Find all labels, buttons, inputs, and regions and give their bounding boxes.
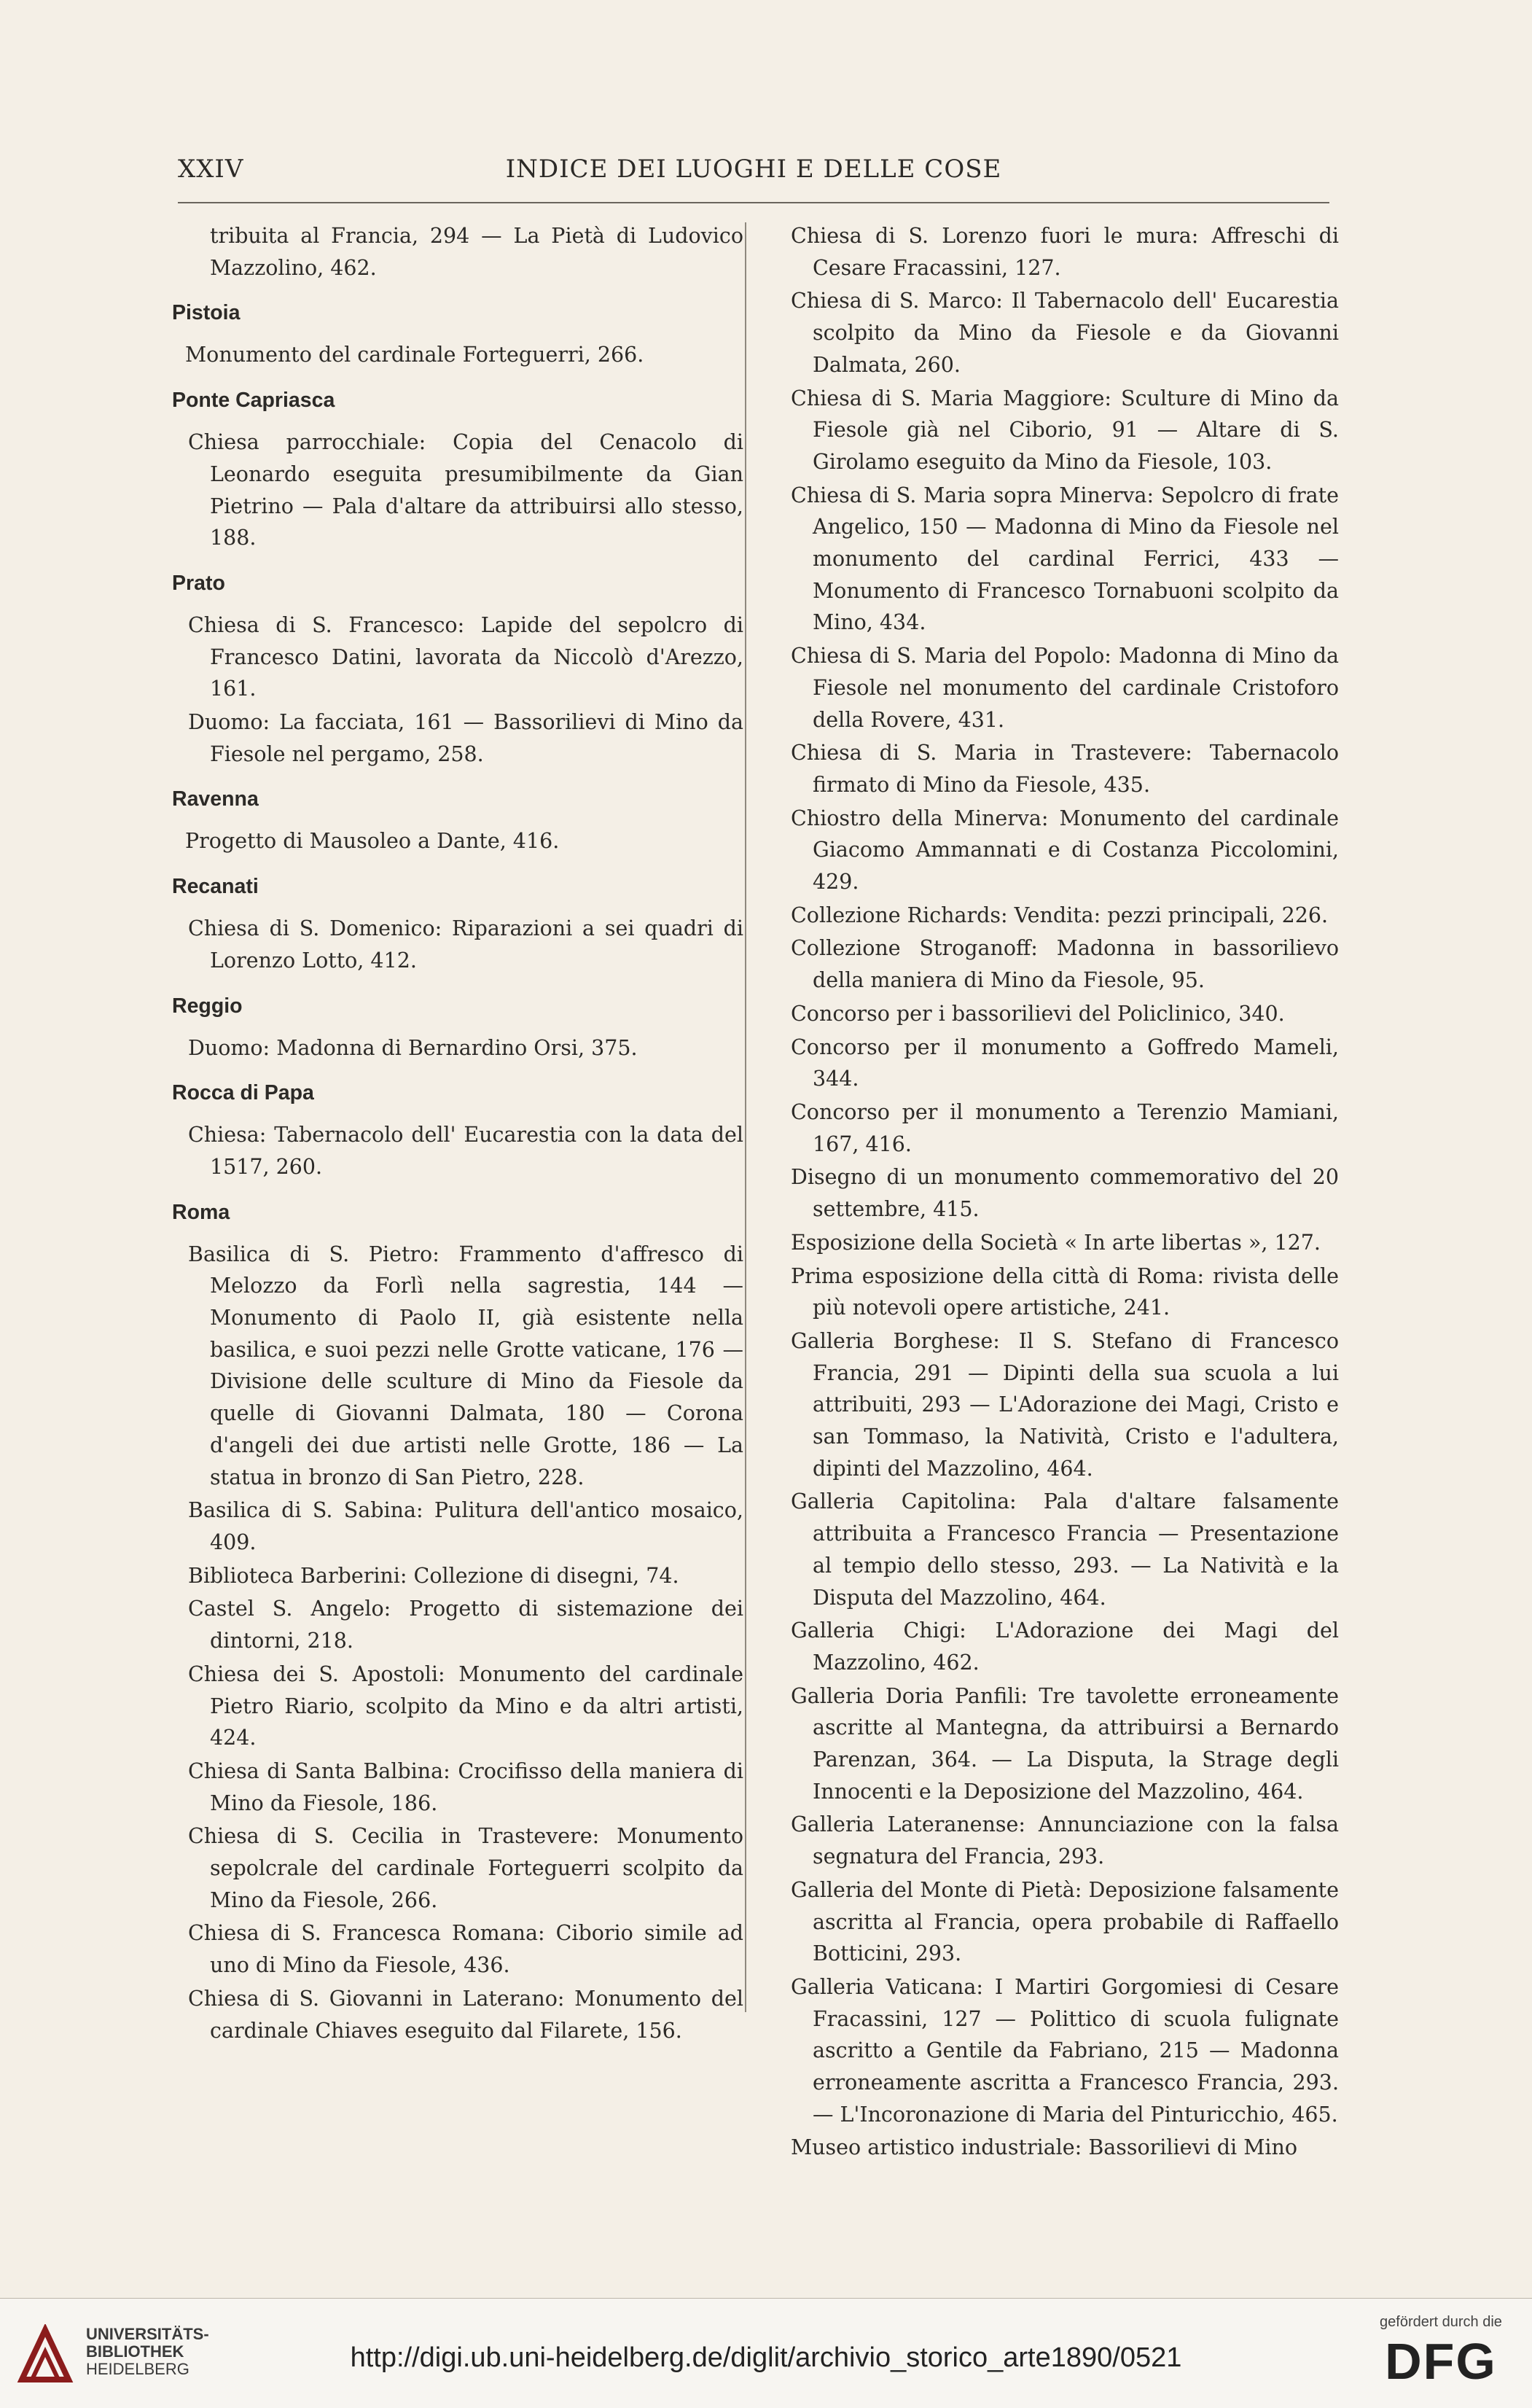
header-rule bbox=[178, 202, 1329, 203]
index-entry: Chiesa di S. Lorenzo fuori le mura: Affreschi di Cesare Fracassini, 127. bbox=[791, 224, 1339, 280]
index-entry: Duomo: Madonna di Bernardino Orsi, 375. bbox=[188, 1035, 638, 1060]
index-entry: Biblioteca Barberini: Collezione di disegni, 74. bbox=[188, 1563, 679, 1588]
column-divider bbox=[745, 222, 746, 2012]
index-entry: Chiesa: Tabernacolo dell' Eucarestia con la data del 1517, 260. bbox=[188, 1123, 743, 1179]
index-entry: Collezione Richards: Vendita: pezzi principali, 226. bbox=[791, 903, 1329, 927]
place-heading: Reggio bbox=[172, 994, 243, 1018]
institution-line: BIBLIOTHEK bbox=[86, 2342, 184, 2361]
dfg-logo: DFG bbox=[1385, 2333, 1497, 2390]
index-entry: Chiesa dei S. Apostoli: Monumento del cardinale Pietro Riario, scolpito da Mino e da altri artisti, 424. bbox=[188, 1661, 743, 1750]
index-entry: Chiesa di S. Giovanni in Laterano: Monumento del cardinale Chiaves eseguito dal Filarete, 156. bbox=[188, 1986, 743, 2043]
index-entry: Prima esposizione della città di Roma: rivista delle più notevoli opere artistiche, 241. bbox=[791, 1263, 1339, 1320]
place-heading: Ravenna bbox=[172, 787, 259, 811]
index-entry: Chiesa di S. Maria sopra Minerva: Sepolcro di frate Angelico, 150 — Madonna di Mino da Fiesole nel monumento del cardinal Ferrici, 433 — Monumento di Francesco Tornabuoni scolpito da Mino, 434. bbox=[791, 483, 1339, 635]
funder-block bbox=[1364, 2314, 1517, 2388]
index-entry: Disegno di un monumento commemorativo del 20 settembre, 415. bbox=[791, 1165, 1339, 1222]
right-column bbox=[791, 220, 1339, 2165]
index-entry: Concorso per i bassorilievi del Policlinico, 340. bbox=[791, 1001, 1285, 1026]
index-entry: Progetto di Mausoleo a Dante, 416. bbox=[185, 829, 560, 854]
place-heading: Ponte Capriasca bbox=[172, 389, 335, 413]
index-entry: Chiesa di S. Maria Maggiore: Sculture di Mino da Fiesole già nel Ciborio, 91 — Altare di S. Girolamo eseguito da Mino da Fiesole, 103. bbox=[791, 386, 1339, 474]
place-heading: Rocca di Papa bbox=[172, 1081, 314, 1105]
index-entry: Chiesa di S. Maria in Trastevere: Tabernacolo firmato di Mino da Fiesole, 435. bbox=[791, 741, 1339, 797]
index-entry: Galleria Borghese: Il S. Stefano di Francesco Francia, 291 — Dipinti della sua scuola a lui attribuiti, 293 — L'Adorazione dei Magi, Cristo e san Tommaso, la Natività, Cristo e l'adultera, dipinti del Mazzolino, 464. bbox=[791, 1328, 1339, 1481]
index-entry: Monumento del cardinale Forteguerri, 266. bbox=[185, 343, 644, 367]
index-entry: Galleria del Monte di Pietà: Deposizione falsamente ascritta al Francia, opera probabile di Raffaello Botticini, 293. bbox=[791, 1877, 1339, 1966]
institution-line: UNIVERSITÄTS- bbox=[86, 2325, 209, 2343]
index-entry: Basilica di S. Sabina: Pulitura dell'antico mosaico, 409. bbox=[188, 1498, 743, 1554]
place-heading: Roma bbox=[172, 1200, 230, 1224]
index-entry: Chiesa parrocchiale: Copia del Cenacolo di Leonardo eseguita presumibilmente da Gian Pietrino — Pala d'altare da attribuirsi allo stesso, 188. bbox=[188, 430, 743, 550]
permalink-url[interactable]: http://digi.ub.uni-heidelberg.de/diglit/archivio_storico_arte1890/0521 bbox=[350, 2342, 1182, 2373]
institution-line: HEIDELBERG bbox=[86, 2360, 189, 2378]
index-entry: Chiesa di S. Maria del Popolo: Madonna di Mino da Fiesole nel monumento del cardinale Cristoforo della Rovere, 431. bbox=[791, 644, 1339, 732]
index-entry: Concorso per il monumento a Terenzio Mamiani, 167, 416. bbox=[791, 1099, 1339, 1156]
index-entry: Chiesa di S. Cecilia in Trastevere: Monumento sepolcrale del cardinale Forteguerri scolpito da Mino da Fiesole, 266. bbox=[188, 1824, 743, 1912]
index-entry: Museo artistico industriale: Bassorilievi di Mino bbox=[791, 2135, 1298, 2160]
index-entry: Basilica di S. Pietro: Frammento d'affresco di Melozzo da Forlì nella sagrestia, 144 — Monumento di Paolo II, già esistente nella basilica, e suoi pezzi nelle Grotte vaticane, 176 — Divisione delle sculture di Mino da Fiesole da quelle di Giovanni Dalmata, 180 — Corona d'angeli dei due artisti nelle Grotte, 186 — La statua in bronzo di San Pietro, 228. bbox=[188, 1242, 743, 1489]
index-entry: Galleria Lateranense: Annunciazione con la falsa segnatura del Francia, 293. bbox=[791, 1812, 1339, 1869]
index-entry: Chiesa di S. Domenico: Riparazioni a sei quadri di Lorenzo Lotto, 412. bbox=[188, 916, 743, 973]
place-heading: Prato bbox=[172, 571, 225, 595]
index-entry: Chiesa di S. Francesco: Lapide del sepolcro di Francesco Datini, lavorata da Niccolò d'Arezzo, 161. bbox=[188, 612, 743, 701]
place-heading: Recanati bbox=[172, 875, 259, 899]
index-entry: Concorso per il monumento a Goffredo Mameli, 344. bbox=[791, 1034, 1339, 1091]
footer-rule bbox=[0, 2298, 1532, 2299]
page-title: INDICE DEI LUOGHI E DELLE COSE bbox=[505, 155, 1002, 184]
place-heading: Pistoia bbox=[172, 301, 241, 325]
left-column bbox=[172, 220, 743, 2048]
index-entry: Galleria Chigi: L'Adorazione dei Magi del Mazzolino, 462. bbox=[791, 1618, 1339, 1675]
index-entry: Collezione Stroganoff: Madonna in bassorilievo della maniera di Mino da Fiesole, 95. bbox=[791, 936, 1339, 993]
index-entry: Galleria Vaticana: I Martiri Gorgomiesi di Cesare Fracassini, 127 — Polittico di scuola fulignate ascritto a Gentile da Fabriano, 215 — Madonna erroneamente ascritta a Francesco Francia, 293. — L'Incoronazione di Maria del Pinturicchio, 465. bbox=[791, 1974, 1339, 2127]
index-entry: Chiesa di S. Francesca Romana: Ciborio simile ad uno di Mino da Fiesole, 436. bbox=[188, 1921, 743, 1978]
running-head bbox=[178, 155, 1329, 195]
index-entry: Chiostro della Minerva: Monumento del cardinale Giacomo Ammannati e di Costanza Piccolomini, 429. bbox=[791, 806, 1339, 895]
index-entry: tribuita al Francia, 294 — La Pietà di Ludovico Mazzolino, 462. bbox=[210, 224, 743, 280]
page-number: XXIV bbox=[178, 155, 244, 184]
index-entry: Galleria Doria Panfili: Tre tavolette erroneamente ascritte al Mantegna, da attribuirsi a Bernardo Parenzan, 364. — La Disputa, la Strage degli Innocenti e la Deposizione del Mazzolino, 464. bbox=[791, 1683, 1339, 1804]
funded-by-label: gefördert durch die bbox=[1380, 2314, 1502, 2330]
index-entry: Galleria Capitolina: Pala d'altare falsamente attribuita a Francesco Francia — Presentazione al tempio dello stesso, 293. — La Natività e la Disputa del Mazzolino, 464. bbox=[791, 1489, 1339, 1610]
index-entry: Castel S. Angelo: Progetto di sistemazione dei dintorni, 218. bbox=[188, 1597, 743, 1653]
index-entry: Duomo: La facciata, 161 — Bassorilievi di Mino da Fiesole nel pergamo, 258. bbox=[188, 710, 743, 766]
index-entry: Esposizione della Società « In arte libertas », 127. bbox=[791, 1230, 1321, 1255]
index-entry: Chiesa di S. Marco: Il Tabernacolo dell' Eucarestia scolpito da Mino da Fiesole e da Giovanni Dalmata, 260. bbox=[791, 289, 1339, 377]
index-entry: Chiesa di Santa Balbina: Crocifisso della maniera di Mino da Fiesole, 186. bbox=[188, 1758, 743, 1815]
